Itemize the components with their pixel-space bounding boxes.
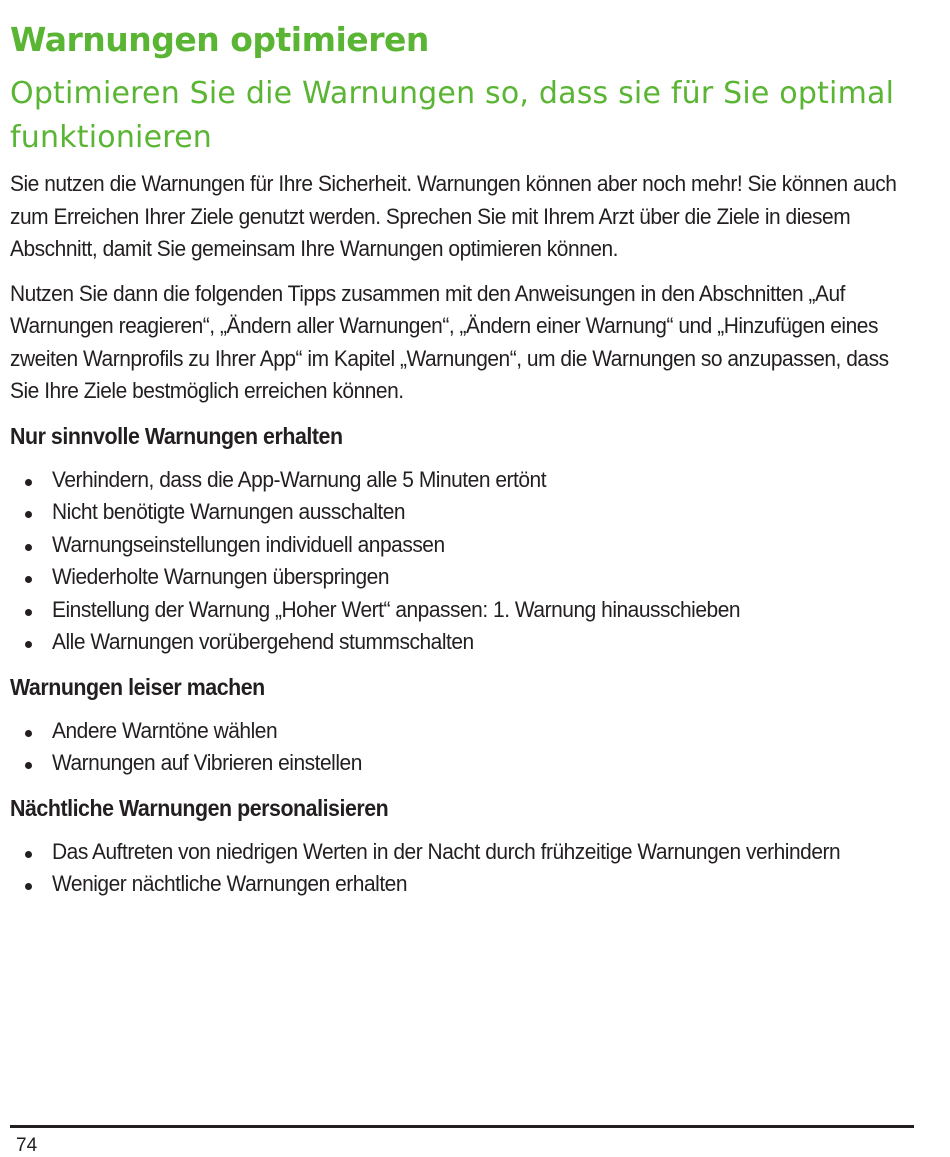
section-heading-sinnvolle-warnungen: Nur sinnvolle Warnungen erhalten: [10, 422, 343, 449]
document-page: [10, 0, 920, 901]
intro-paragraph: Sie nutzen die Warnungen für Ihre Sicherheit. Warnungen können aber noch mehr! Sie können auch zum Erreichen Ihrer Ziele genutzt werden. Sprechen Sie mit Ihrem Arzt über die Ziele in diesem Abschnitt, damit Sie gemeinsam Ihre Warnungen optimieren können.: [10, 171, 897, 261]
bullet-icon: [25, 479, 32, 486]
bullet-icon: [25, 883, 32, 890]
bullet-list: [10, 464, 920, 659]
bullet-icon: [25, 851, 32, 858]
page-subtitle: Optimieren Sie die Warnungen so, dass sie für Sie optimal funktionieren: [10, 76, 895, 155]
instructions-paragraph: Nutzen Sie dann die folgenden Tipps zusammen mit den Anweisungen in den Abschnitten „Auf Warnungen reagieren“, „Ändern aller Warnungen“, „Ändern einer Warnung“ und „Hinzufügen eines zweiten Warnprofils zu Ihrer App“ im Kapitel „Warnungen“, um die Warnungen so anzupassen, dass Sie Ihre Ziele bestmöglich erreichen können.: [10, 280, 889, 403]
list-item: Verhindern, dass die App-Warnung alle 5 Minuten ertönt: [10, 464, 920, 497]
bullet-list: [10, 836, 920, 901]
list-item: Weniger nächtliche Warnungen erhalten: [10, 868, 920, 901]
list-item: Wiederholte Warnungen überspringen: [10, 561, 920, 594]
bullet-icon: [25, 544, 32, 551]
section-heading-leiser-machen: Warnungen leiser machen: [10, 673, 265, 700]
bullet-icon: [25, 641, 32, 648]
list-item: Das Auftreten von niedrigen Werten in der Nacht durch frühzeitige Warnungen verhindern: [10, 836, 920, 869]
bullet-icon: [25, 609, 32, 616]
list-item: Einstellung der Warnung „Hoher Wert“ anpassen: 1. Warnung hinausschieben: [10, 594, 920, 627]
list-item: Warnungen auf Vibrieren einstellen: [10, 747, 920, 780]
page-title: Warnungen optimieren: [10, 20, 429, 59]
section-heading-naechtliche-warnungen: Nächtliche Warnungen personalisieren: [10, 794, 389, 821]
footer-divider: [10, 1125, 914, 1128]
bullet-icon: [25, 762, 32, 769]
bullet-list: [10, 715, 920, 780]
bullet-icon: [25, 730, 32, 737]
list-item: Warnungseinstellungen individuell anpassen: [10, 529, 920, 562]
bullet-icon: [25, 511, 32, 518]
bullet-icon: [25, 576, 32, 583]
list-item: Andere Warntöne wählen: [10, 715, 920, 748]
page-number: 74: [16, 1135, 38, 1156]
list-item: Alle Warnungen vorübergehend stummschalten: [10, 626, 920, 659]
list-item: Nicht benötigte Warnungen ausschalten: [10, 496, 920, 529]
